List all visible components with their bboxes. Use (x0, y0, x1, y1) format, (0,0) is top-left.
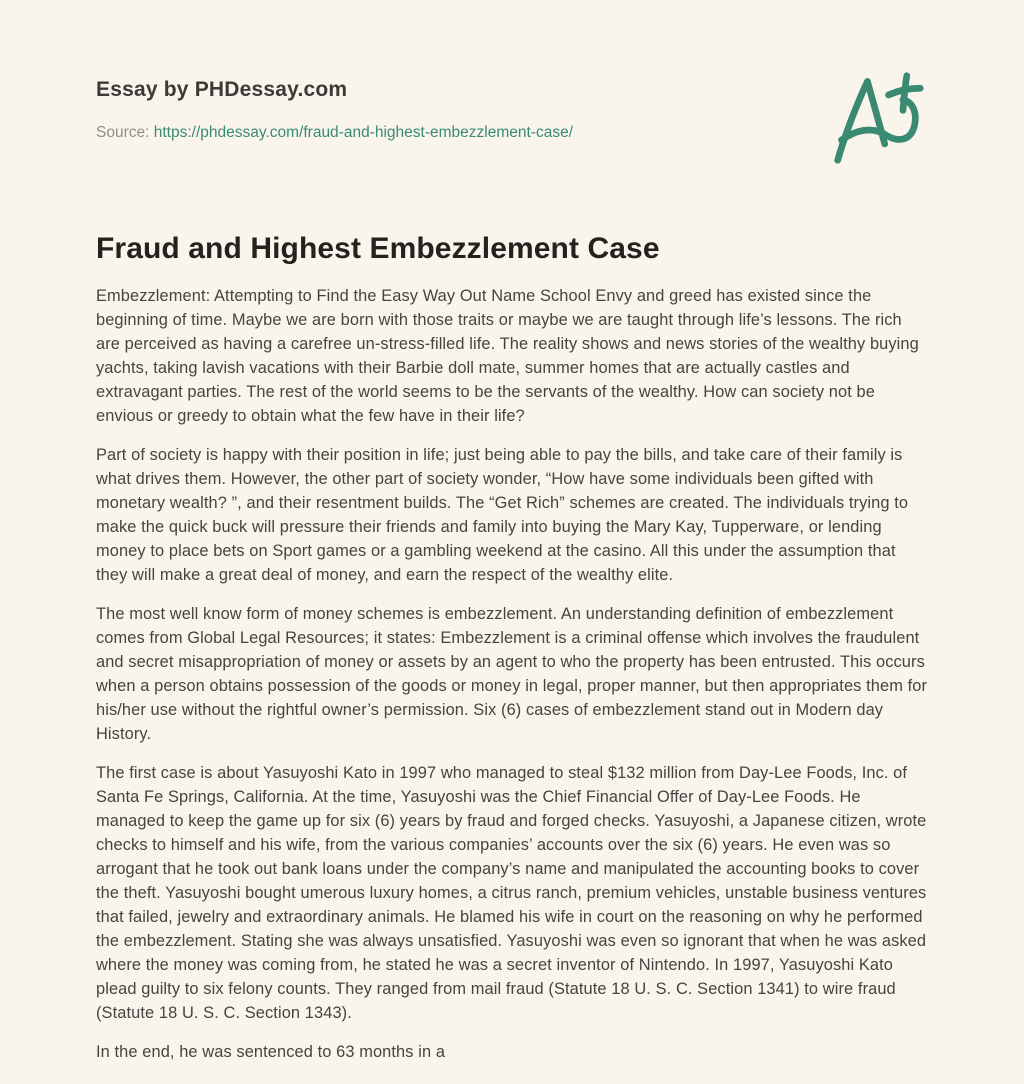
page-container (96, 0, 928, 1064)
source-label: Source: (96, 124, 150, 141)
source-url-link[interactable]: https://phdessay.com/fraud-and-highest-embezzlement-case/ (153, 124, 574, 141)
essay-body (96, 284, 928, 1064)
a-plus-logo-icon (828, 70, 928, 166)
essay-paragraph: The first case is about Yasuyoshi Kato in 1997 who managed to steal $132 million from Day-Lee Foods, Inc. of Santa Fe Springs, California. At the time, Yasuyoshi was the Chief Financial Offer of Day-Lee Foods. He managed to keep the game up for six (6) years by fraud and forged checks. Yasuyoshi, a Japanese citizen, wrote checks to himself and his wife, from the various companies’ accounts over the six (6) years. He even was so arrogant that he took out bank loans under the company’s name and manipulated the accounting books to cover the theft. Yasuyoshi bought umerous luxury homes, a citrus ranch, premium vehicles, unstable business ventures that failed, jewelry and extraordinary animals. He blamed his wife in court on the reasoning on why he performed the embezzlement. Stating she was always unsatisfied. Yasuyoshi was even so ignorant that when he was asked where the money was coming from, he stated he was a secret inventor of Nintendo. In 1997, Yasuyoshi Kato plead guilty to six felony counts. They ranged from mail fraud (Statute 18 U. S. C. Section 1341) to wire fraud (Statute 18 U. S. C. Section 1343). (96, 764, 927, 1022)
essay-paragraph: The most well know form of money schemes is embezzlement. An understanding definition of embezzlement comes from Global Legal Resources; it states: Embezzlement is a criminal offense which involves the fraudulent and secret misappropriation of money or assets by an agent to who the property has been entrusted. This occurs when a person obtains possession of the goods or money in legal, proper manner, but then appropriates them for his/her use without the rightful owner’s permission. Six (6) cases of embezzlement stand out in Modern day History. (96, 605, 928, 743)
page-title: Fraud and Highest Embezzlement Case (96, 232, 660, 265)
essay-paragraph: In the end, he was sentenced to 63 months in a (96, 1043, 446, 1061)
essay-paragraph: Embezzlement: Attempting to Find the Easy Way Out Name School Envy and greed has existed since the beginning of time. Maybe we are born with those traits or maybe we are taught through life’s lessons. The rich are perceived as having a carefree un-stress-filled life. The reality shows and news stories of the wealthy buying yachts, taking lavish vacations with their Barbie doll mate, summer homes that are actually castles and extravagant parties. The rest of the world seems to be the servants of the wealthy. How can society not be envious or greedy to obtain what the few have in their life? (96, 287, 919, 425)
byline: Essay by PHDessay.com (96, 78, 348, 101)
source-line (96, 121, 928, 145)
essay-paragraph: Part of society is happy with their position in life; just being able to pay the bills, and take care of their family is what drives them. However, the other part of society wonder, “How have some individuals been gifted with monetary wealth? ”, and their resentment builds. The “Get Rich” schemes are created. The individuals trying to make the quick buck will pressure their friends and family into buying the Mary Kay, Tupperware, or lending money to place bets on Sport games or a gambling weekend at the casino. All this under the assumption that they will make a great deal of money, and earn the respect of the wealthy elite. (96, 446, 909, 584)
